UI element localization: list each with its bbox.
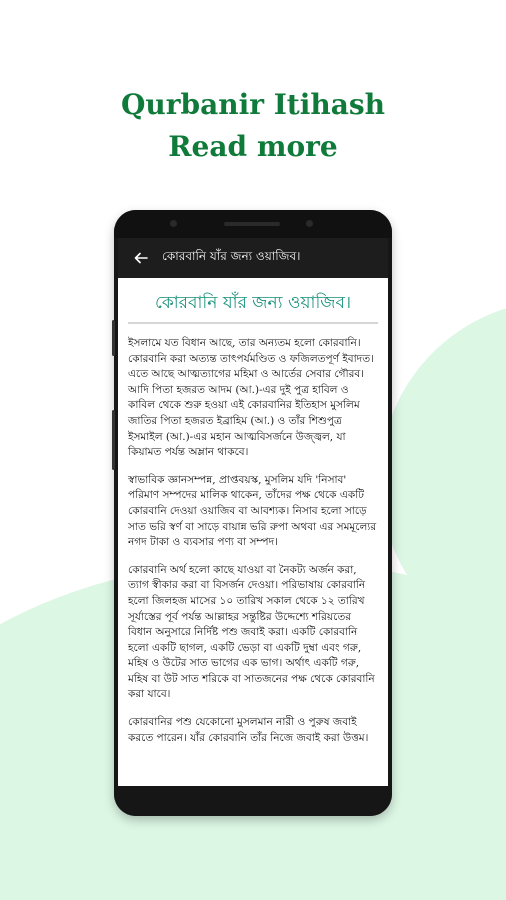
app-screen <box>118 238 388 786</box>
speaker-grill <box>224 222 280 226</box>
sensor-icon <box>306 220 313 227</box>
promo-headline <box>0 84 506 168</box>
phone-mockup <box>114 210 392 816</box>
article-paragraph: স্বাভাবিক জ্ঞানসম্পন্ন, প্রাপ্তবয়স্ক, মুসলিম যদি 'নিসাব' পরিমাণ সম্পদের মালিক থাকেন, তাঁদের পক্ষ থেকে একটি কোরবানি দেওয়া ওয়াজিব বা আবশ্যক। নিসাব হলো সাড়ে সাত ভরি স্বর্ণ বা সাড়ে বায়ান্ন ভরি রুপা অথবা এর সমমূল্যের নগদ টাকা ও ব্যবসার পণ্য বা সম্পদ। <box>128 473 377 549</box>
app-bar <box>118 238 388 278</box>
promo-subtitle: Read more <box>168 130 338 163</box>
app-bar-title: কোরবানি যাঁর জন্য ওয়াজিব। <box>162 249 301 263</box>
phone-volume-button <box>112 320 115 356</box>
article-content[interactable] <box>118 290 388 746</box>
camera-icon <box>170 220 177 227</box>
arrow-back-icon[interactable] <box>130 247 152 269</box>
phone-bottom-bezel <box>114 786 392 816</box>
promo-title: Qurbanir Itihash <box>120 88 385 121</box>
article-paragraph: কোরবানি অর্থ হলো কাছে যাওয়া বা নৈকট্য অর্জন করা, ত্যাগ স্বীকার করা বা বিসর্জন দেওয়া। পরিভাষায় কোরবানি হলো জিলহজ মাসের ১০ তারিখ সকাল থেকে ১২ তারিখ সূর্যাস্তের পূর্ব পর্যন্ত আল্লাহর সন্তুষ্টির উদ্দেশ্যে শরিয়তের বিধান অনুসারে নির্দিষ্ট পশু জবাই করা। একটি কোরবানি হলো একটি ছাগল, একটি ভেড়া বা একটি দুম্বা এবং গরু, মহিষ ও উটের সাত ভাগের এক ভাগ। অর্থাৎ একটি গরু, মহিষ বা উট সাত শরিকে বা সাতজনের পক্ষ থেকে কোরবানি করা যাবে। <box>128 563 375 701</box>
article-paragraph: ইসলামে যত বিধান আছে, তার অন্যতম হলো কোরবানি। কোরবানি করা অত্যন্ত তাৎপর্যমণ্ডিত ও ফজিলতপূর্ণ ইবাদত। এতে আছে আত্মত্যাগের মহিমা ও আর্তের সেবার গৌরব। আদি পিতা হজরত আদম (আ.)-এর দুই পুত্র হাবিল ও কাবিল থেকে শুরু হওয়া এই কোরবানির ইতিহাস মুসলিম জাতির পিতা হজরত ইব্রাহিম (আ.) ও তাঁর শিশুপুত্র ইসমাইল (আ.)-এর মহান আত্মবিসর্জনে উজ্জ্বল, যা কিয়ামত পর্যন্ত অম্লান থাকবে। <box>128 337 374 459</box>
phone-top-bezel <box>114 210 392 238</box>
article-title: কোরবানি যাঁর জন্য ওয়াজিব। <box>128 290 378 324</box>
article-paragraph: কোরবানির পশু যেকোনো মুসলমান নারী ও পুরুষ জবাই করতে পারেন। যাঁর কোরবানি তাঁর নিজে জবাই করা উত্তম। <box>128 716 369 744</box>
phone-power-button <box>112 410 115 470</box>
